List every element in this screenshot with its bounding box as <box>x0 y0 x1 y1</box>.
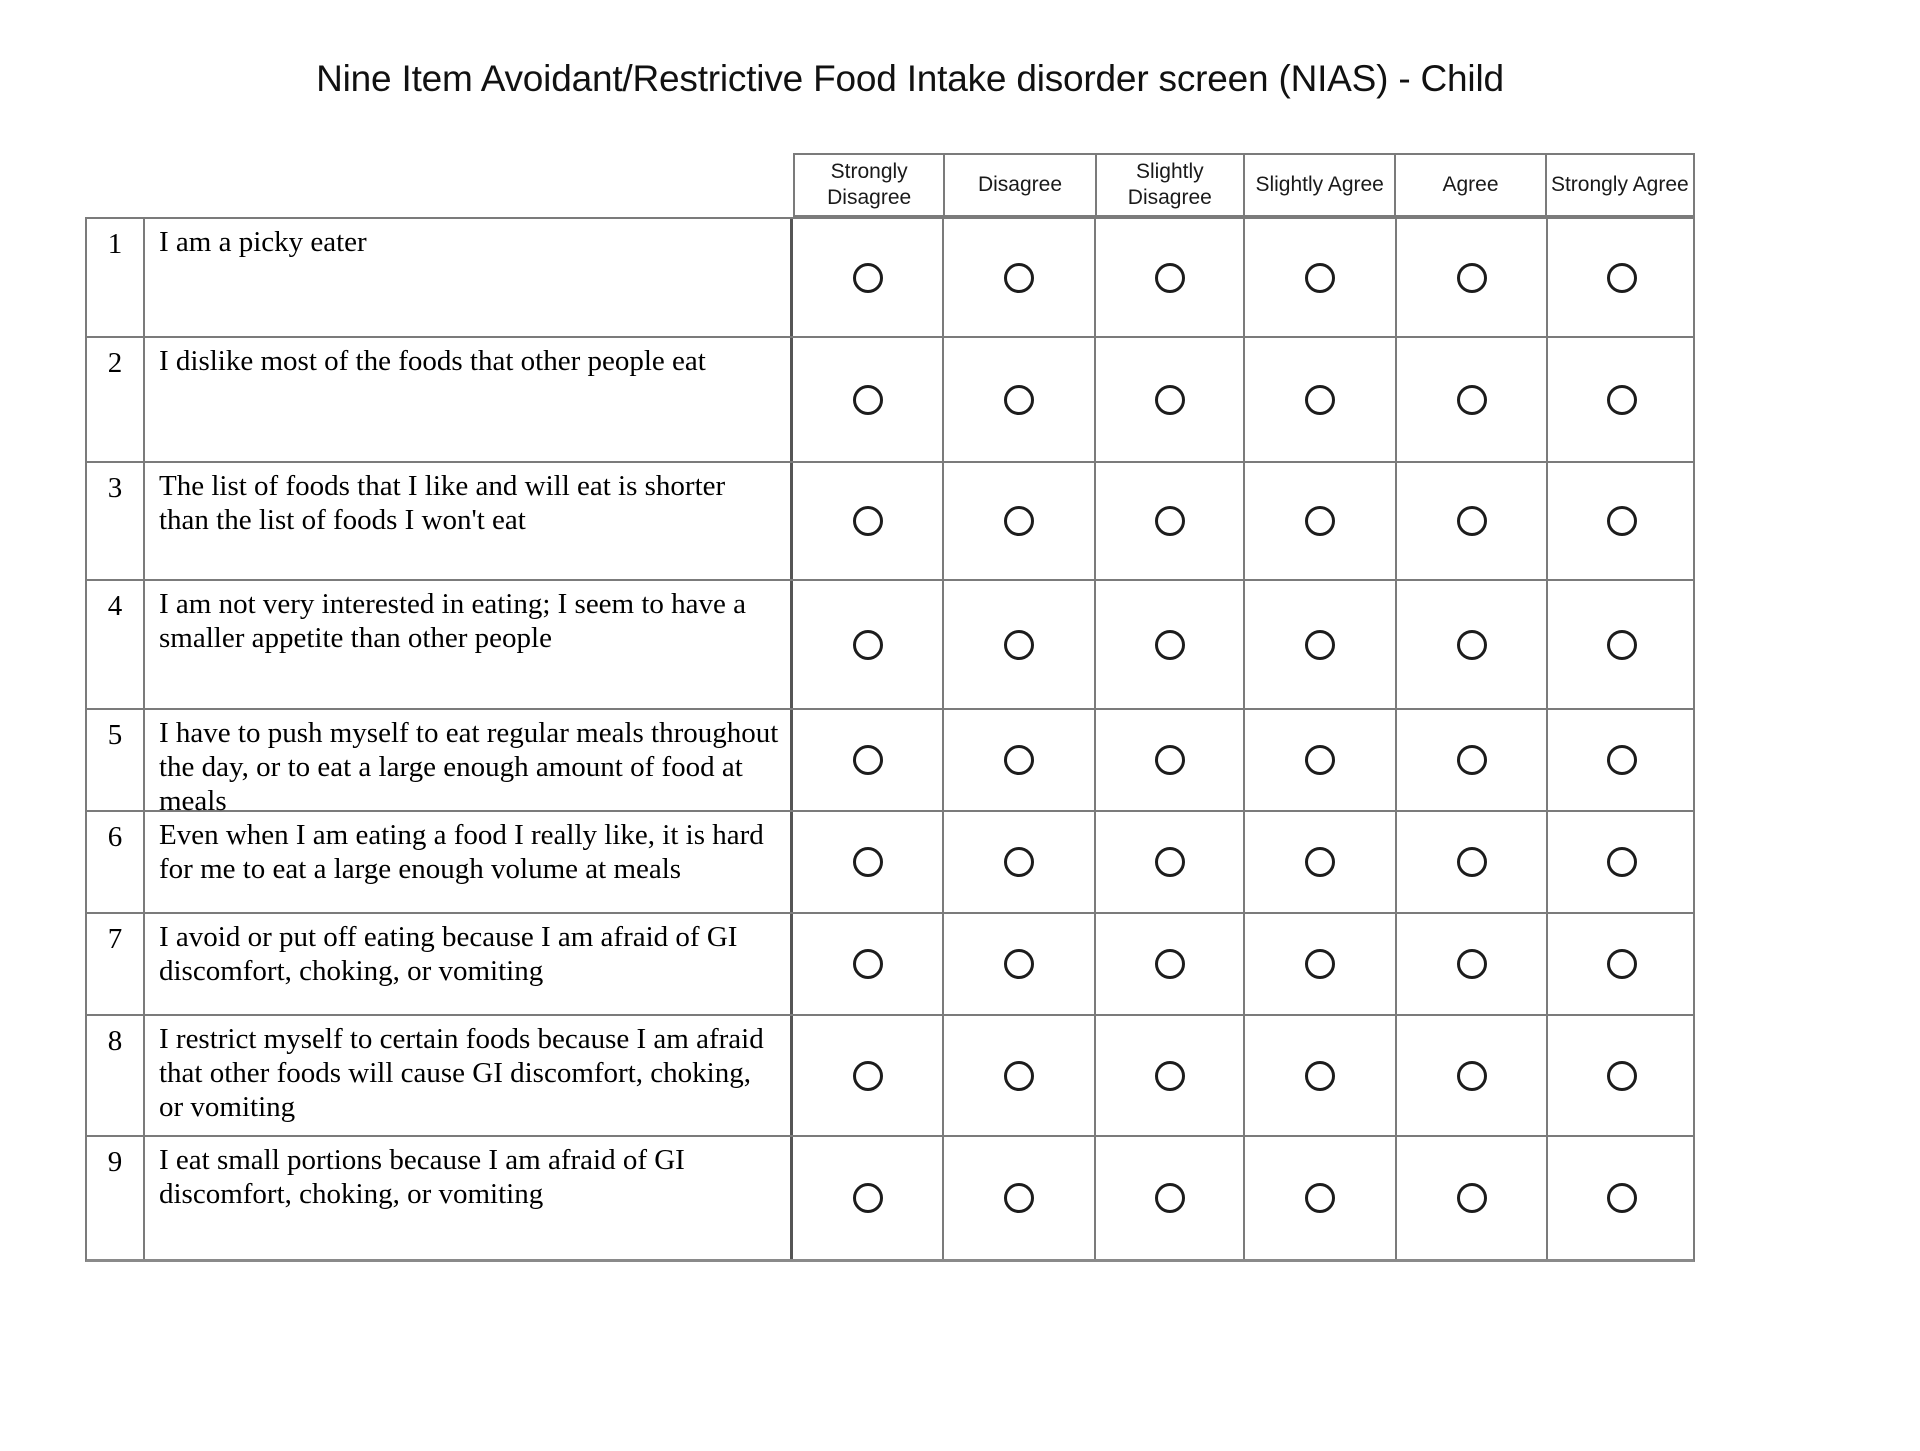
item-text: I eat small portions because I am afraid of GI discomfort, choking, or vomiting <box>145 1137 793 1259</box>
table-row <box>87 219 1693 338</box>
item-number: 2 <box>87 338 145 461</box>
item-text: I dislike most of the foods that other people eat <box>145 338 793 461</box>
radio-option-strongly-disagree[interactable] <box>793 463 944 579</box>
item-text: I avoid or put off eating because I am afraid of GI discomfort, choking, or vomiting <box>145 914 793 1014</box>
radio-circle-icon <box>853 506 883 536</box>
radio-circle-icon <box>1607 1061 1637 1091</box>
radio-option-slightly-disagree[interactable] <box>1096 710 1245 810</box>
radio-option-slightly-disagree[interactable] <box>1096 1016 1245 1135</box>
radio-option-slightly-agree[interactable] <box>1245 463 1397 579</box>
radio-circle-icon <box>1155 745 1185 775</box>
radio-circle-icon <box>1004 1061 1034 1091</box>
radio-circle-icon <box>1457 506 1487 536</box>
radio-circle-icon <box>1607 847 1637 877</box>
table-row <box>87 581 1693 710</box>
radio-option-strongly-disagree[interactable] <box>793 710 944 810</box>
radio-option-strongly-disagree[interactable] <box>793 581 944 708</box>
radio-circle-icon <box>1155 385 1185 415</box>
radio-circle-icon <box>1155 263 1185 293</box>
radio-option-slightly-agree[interactable] <box>1245 581 1397 708</box>
radio-circle-icon <box>1305 506 1335 536</box>
radio-circle-icon <box>853 630 883 660</box>
radio-option-strongly-agree[interactable] <box>1548 581 1695 708</box>
radio-option-strongly-disagree[interactable] <box>793 338 944 461</box>
radio-option-slightly-disagree[interactable] <box>1096 1137 1245 1259</box>
radio-option-disagree[interactable] <box>944 1016 1096 1135</box>
radio-circle-icon <box>1607 949 1637 979</box>
radio-option-agree[interactable] <box>1397 1016 1548 1135</box>
table-row <box>87 914 1693 1016</box>
radio-circle-icon <box>853 263 883 293</box>
scale-header-strongly-agree: Strongly Agree <box>1550 173 1689 196</box>
radio-option-disagree[interactable] <box>944 710 1096 810</box>
item-text: Even when I am eating a food I really like, it is hard for me to eat a large enough volume at meals <box>145 812 793 912</box>
radio-option-disagree[interactable] <box>944 1137 1096 1259</box>
radio-option-agree[interactable] <box>1397 338 1548 461</box>
radio-circle-icon <box>1004 745 1034 775</box>
item-text: I have to push myself to eat regular meals throughout the day, or to eat a large enough amount of food at meals <box>145 710 793 810</box>
radio-circle-icon <box>853 1061 883 1091</box>
radio-circle-icon <box>1155 630 1185 660</box>
radio-option-slightly-agree[interactable] <box>1245 338 1397 461</box>
radio-circle-icon <box>1155 1061 1185 1091</box>
radio-option-slightly-disagree[interactable] <box>1096 338 1245 461</box>
item-number: 4 <box>87 581 145 708</box>
item-number: 9 <box>87 1137 145 1259</box>
radio-option-strongly-disagree[interactable] <box>793 1137 944 1259</box>
table-row <box>87 1016 1693 1137</box>
radio-circle-icon <box>1607 745 1637 775</box>
item-response-group <box>793 338 1695 461</box>
item-text: I restrict myself to certain foods because I am afraid that other foods will cause GI discomfort, choking, or vomiting <box>145 1016 793 1135</box>
radio-circle-icon <box>1004 263 1034 293</box>
item-text: I am a picky eater <box>145 219 793 336</box>
radio-circle-icon <box>1457 745 1487 775</box>
radio-circle-icon <box>1305 949 1335 979</box>
radio-option-slightly-agree[interactable] <box>1245 219 1397 336</box>
radio-option-slightly-agree[interactable] <box>1245 1016 1397 1135</box>
radio-option-agree[interactable] <box>1397 914 1548 1014</box>
item-number: 3 <box>87 463 145 579</box>
radio-circle-icon <box>1607 1183 1637 1213</box>
radio-circle-icon <box>1004 847 1034 877</box>
scale-header-slightly-disagree: Slightly Disagree <box>1097 155 1245 215</box>
scale-header-slightly-agree: Slightly Agree <box>1245 155 1396 215</box>
radio-circle-icon <box>1004 630 1034 660</box>
radio-option-agree[interactable] <box>1397 463 1548 579</box>
item-number: 6 <box>87 812 145 912</box>
item-response-group <box>793 1016 1695 1135</box>
radio-option-disagree[interactable] <box>944 219 1096 336</box>
radio-option-slightly-disagree[interactable] <box>1096 812 1245 912</box>
radio-option-strongly-agree[interactable] <box>1548 914 1695 1014</box>
table-row <box>87 812 1693 914</box>
radio-circle-icon <box>853 1183 883 1213</box>
radio-option-agree[interactable] <box>1397 219 1548 336</box>
radio-circle-icon <box>1305 745 1335 775</box>
radio-option-disagree[interactable] <box>944 812 1096 912</box>
radio-option-strongly-agree[interactable] <box>1548 219 1695 336</box>
radio-circle-icon <box>853 847 883 877</box>
radio-option-strongly-agree[interactable] <box>1548 812 1695 912</box>
radio-circle-icon <box>1607 385 1637 415</box>
radio-option-disagree[interactable] <box>944 463 1096 579</box>
item-response-group <box>793 219 1695 336</box>
radio-circle-icon <box>1004 385 1034 415</box>
radio-option-slightly-disagree[interactable] <box>1096 463 1245 579</box>
item-response-group <box>793 812 1695 912</box>
radio-option-slightly-disagree[interactable] <box>1096 581 1245 708</box>
radio-circle-icon <box>1457 263 1487 293</box>
radio-option-strongly-agree[interactable] <box>1548 1137 1695 1259</box>
page-title: Nine Item Avoidant/Restrictive Food Intake disorder screen (NIAS) - Child <box>316 58 1504 99</box>
radio-option-agree[interactable] <box>1397 581 1548 708</box>
radio-circle-icon <box>1607 630 1637 660</box>
radio-option-strongly-disagree[interactable] <box>793 1016 944 1135</box>
table-row <box>87 1137 1693 1259</box>
table-row <box>87 338 1693 463</box>
radio-circle-icon <box>1004 506 1034 536</box>
radio-option-slightly-disagree[interactable] <box>1096 914 1245 1014</box>
item-response-group <box>793 710 1695 810</box>
item-text: The list of foods that I like and will eat is shorter than the list of foods I won't eat <box>145 463 793 579</box>
radio-circle-icon <box>1457 847 1487 877</box>
radio-circle-icon <box>1305 1183 1335 1213</box>
radio-circle-icon <box>1607 263 1637 293</box>
radio-circle-icon <box>853 949 883 979</box>
scale-header-disagree: Disagree <box>945 155 1096 215</box>
radio-circle-icon <box>1457 949 1487 979</box>
radio-option-slightly-agree[interactable] <box>1245 1137 1397 1259</box>
radio-option-slightly-agree[interactable] <box>1245 914 1397 1014</box>
radio-option-slightly-agree[interactable] <box>1245 710 1397 810</box>
radio-option-disagree[interactable] <box>944 914 1096 1014</box>
radio-circle-icon <box>1457 630 1487 660</box>
radio-option-disagree[interactable] <box>944 338 1096 461</box>
radio-option-agree[interactable] <box>1397 1137 1548 1259</box>
radio-option-strongly-agree[interactable] <box>1548 463 1695 579</box>
item-text: I am not very interested in eating; I seem to have a smaller appetite than other people <box>145 581 793 708</box>
radio-option-strongly-disagree[interactable] <box>793 812 944 912</box>
radio-circle-icon <box>853 385 883 415</box>
radio-circle-icon <box>1155 506 1185 536</box>
radio-circle-icon <box>1004 949 1034 979</box>
item-response-group <box>793 581 1695 708</box>
radio-circle-icon <box>1457 1061 1487 1091</box>
radio-circle-icon <box>1155 847 1185 877</box>
radio-circle-icon <box>1457 1183 1487 1213</box>
scale-header-row <box>793 153 1695 217</box>
radio-option-agree[interactable] <box>1397 710 1548 810</box>
radio-circle-icon <box>853 745 883 775</box>
item-response-group <box>793 914 1695 1014</box>
survey-items-body <box>85 217 1695 1262</box>
radio-circle-icon <box>1305 630 1335 660</box>
radio-circle-icon <box>1004 1183 1034 1213</box>
table-row <box>87 463 1693 581</box>
radio-option-disagree[interactable] <box>944 581 1096 708</box>
radio-circle-icon <box>1305 263 1335 293</box>
item-number: 8 <box>87 1016 145 1135</box>
radio-option-strongly-disagree[interactable] <box>793 219 944 336</box>
radio-option-strongly-agree[interactable] <box>1548 710 1695 810</box>
radio-option-strongly-agree[interactable] <box>1548 1016 1695 1135</box>
item-number: 7 <box>87 914 145 1014</box>
scale-header-strongly-disagree: Strongly Disagree <box>795 155 945 215</box>
radio-circle-icon <box>1607 506 1637 536</box>
radio-circle-icon <box>1457 385 1487 415</box>
radio-circle-icon <box>1155 1183 1185 1213</box>
scale-header-agree: Agree <box>1396 155 1546 215</box>
radio-option-slightly-agree[interactable] <box>1245 812 1397 912</box>
radio-circle-icon <box>1305 847 1335 877</box>
item-response-group <box>793 1137 1695 1259</box>
radio-option-strongly-disagree[interactable] <box>793 914 944 1014</box>
radio-circle-icon <box>1305 1061 1335 1091</box>
radio-circle-icon <box>1155 949 1185 979</box>
radio-option-agree[interactable] <box>1397 812 1548 912</box>
radio-circle-icon <box>1305 385 1335 415</box>
item-response-group <box>793 463 1695 579</box>
radio-option-slightly-disagree[interactable] <box>1096 219 1245 336</box>
item-number: 1 <box>87 219 145 336</box>
item-number: 5 <box>87 710 145 810</box>
nias-child-survey-grid <box>85 153 1695 1262</box>
table-row <box>87 710 1693 817</box>
radio-option-strongly-agree[interactable] <box>1548 338 1695 461</box>
